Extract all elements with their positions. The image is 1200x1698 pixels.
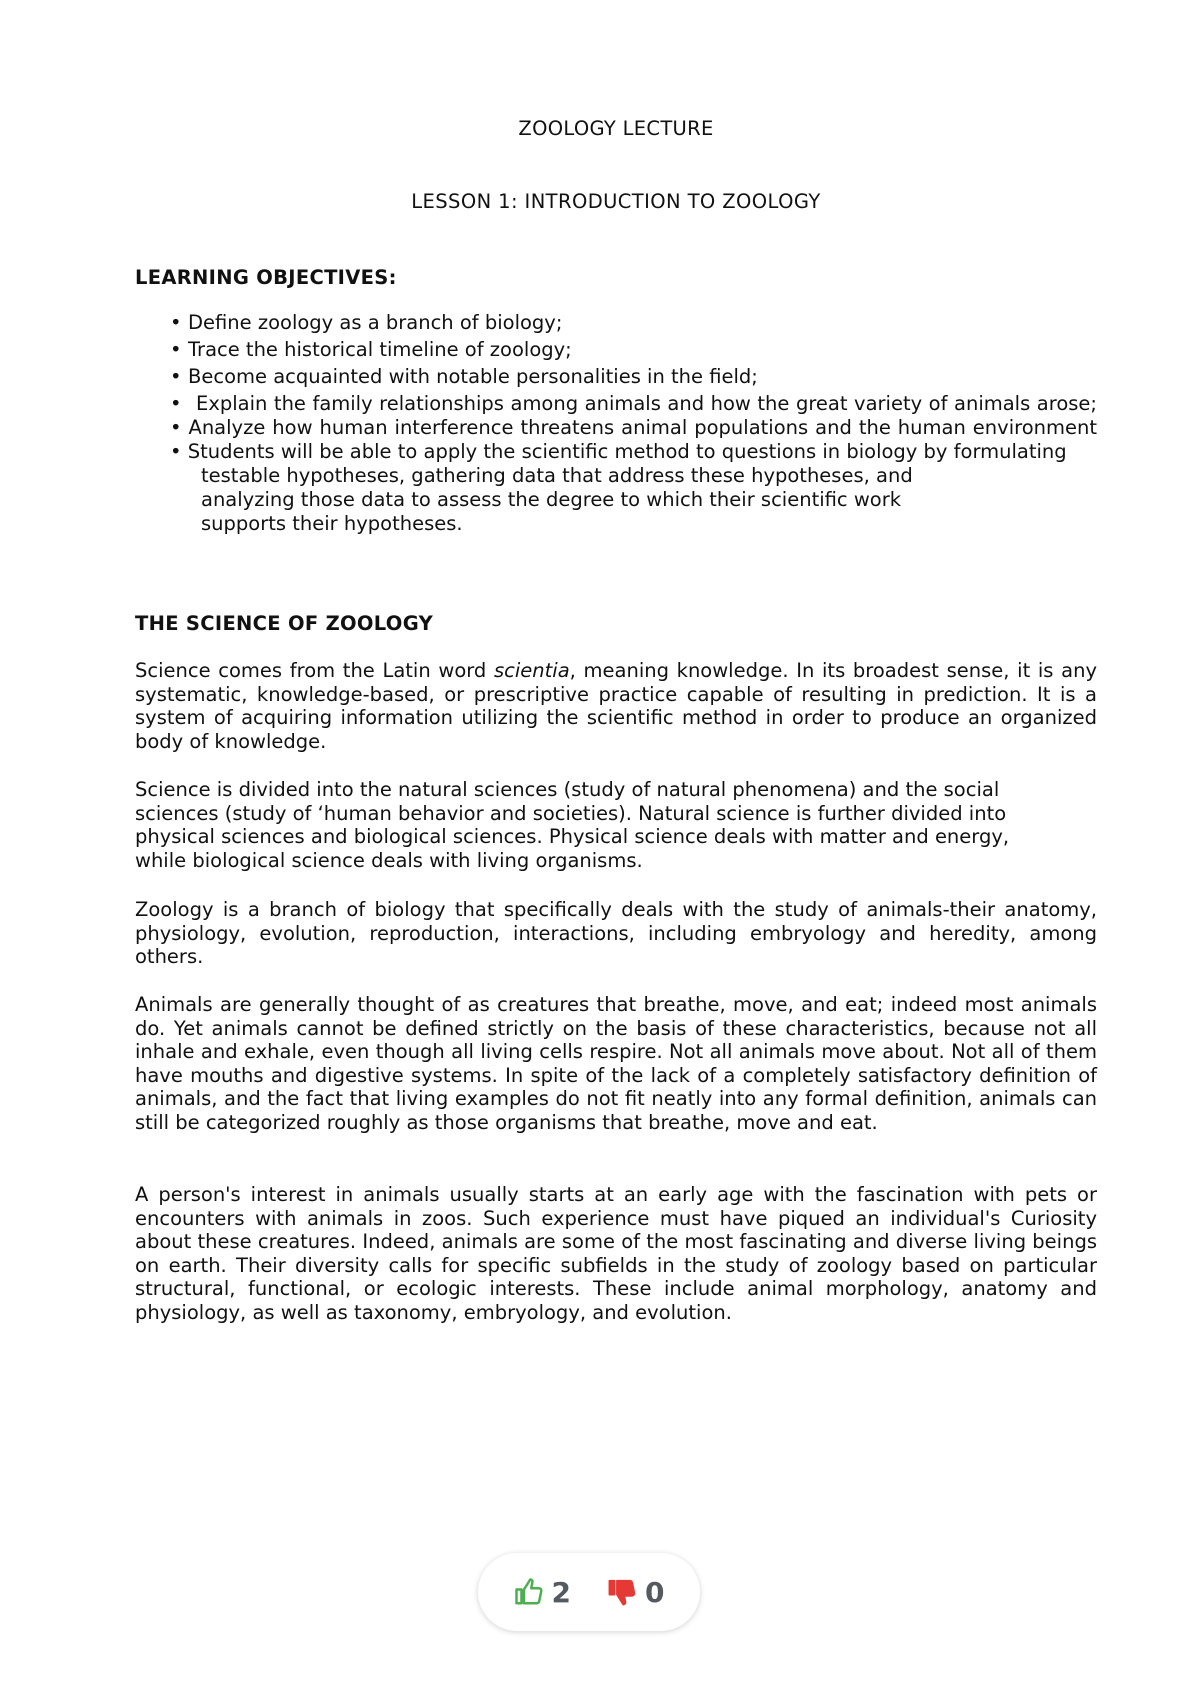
paragraph-2: Science is divided into the natural sciences (study of natural phenomena) and the social sciences (study of ‘human behavior and societies). Natural science is further divided into physical sciences and biological sciences. Physical science deals with matter and energy, while biological science deals with living organisms. [135, 778, 1010, 872]
objective-item-continuation: testable hypotheses, gathering data that address these hypotheses, and analyzing those data to assess the degree to which their scientific work supports their hypotheses. [201, 464, 913, 535]
paragraph-3: Zoology is a branch of biology that specifically deals with the study of animals-their anatomy, physiology, evolution, reproduction, interactions, including embryology and heredity, among others. [135, 898, 1097, 968]
thumbs-down-icon [607, 1577, 637, 1607]
objective-item: • Define zoology as a branch of biology; [170, 311, 563, 334]
objectives-heading: LEARNING OBJECTIVES: [135, 266, 397, 289]
objective-item: • Become acquainted with notable personalities in the field; [170, 365, 758, 388]
upvote-count: 2 [551, 1575, 571, 1609]
paragraph-4: Animals are generally thought of as creatures that breathe, move, and eat; indeed most animals do. Yet animals cannot be defined strictly on the basis of these characteristics, because not all inhale and exhale, even though all living cells respire. Not all animals move about. Not all of them have mouths and digestive systems. In spite of the lack of a completely satisfactory definition of animals, and the fact that living examples do not fit neatly into any formal definition, animals can still be categorized roughly as those organisms that breathe, move and eat. [135, 993, 1097, 1134]
downvote-button[interactable] [607, 1576, 664, 1609]
upvote-button[interactable] [514, 1576, 571, 1609]
document-title: ZOOLOGY LECTURE [518, 117, 714, 140]
paragraph-5: A person's interest in animals usually starts at an early age with the fascination with pets or encounters with animals in zoos. Such experience must have piqued an individual's Curiosity about these creatures. Indeed, animals are some of the most fascinating and diverse living beings on earth. Their diversity calls for specific subfields in the study of zoology based on particular structural, functional, or ecologic interests. These include animal morphology, anatomy and physiology, as well as taxonomy, embryology, and evolution. [135, 1183, 1097, 1324]
objective-item: • Trace the historical timeline of zoology; [170, 338, 572, 361]
objective-item-long: • Explain the family relationships among animals and how the great variety of animals arose; • Analyze how human interference threatens animal populations and the human environment • Students will be able to apply the scientific method to questions in biology by formulating [170, 392, 1097, 463]
thumbs-up-icon [514, 1577, 544, 1607]
science-heading: THE SCIENCE OF ZOOLOGY [135, 612, 433, 635]
lesson-title: LESSON 1: INTRODUCTION TO ZOOLOGY [411, 190, 821, 213]
objectives-list [170, 311, 1097, 536]
vote-widget [478, 1553, 700, 1631]
latin-term: scientia [493, 659, 570, 682]
paragraph-1: Science comes from the Latin word scientia, meaning knowledge. In its broadest sense, it is any systematic, knowledge-based, or prescriptive practice capable of resulting in prediction. It is a system of acquiring information utilizing the scientific method in order to produce an organized body of knowledge. [135, 659, 1097, 753]
downvote-count: 0 [645, 1575, 665, 1609]
